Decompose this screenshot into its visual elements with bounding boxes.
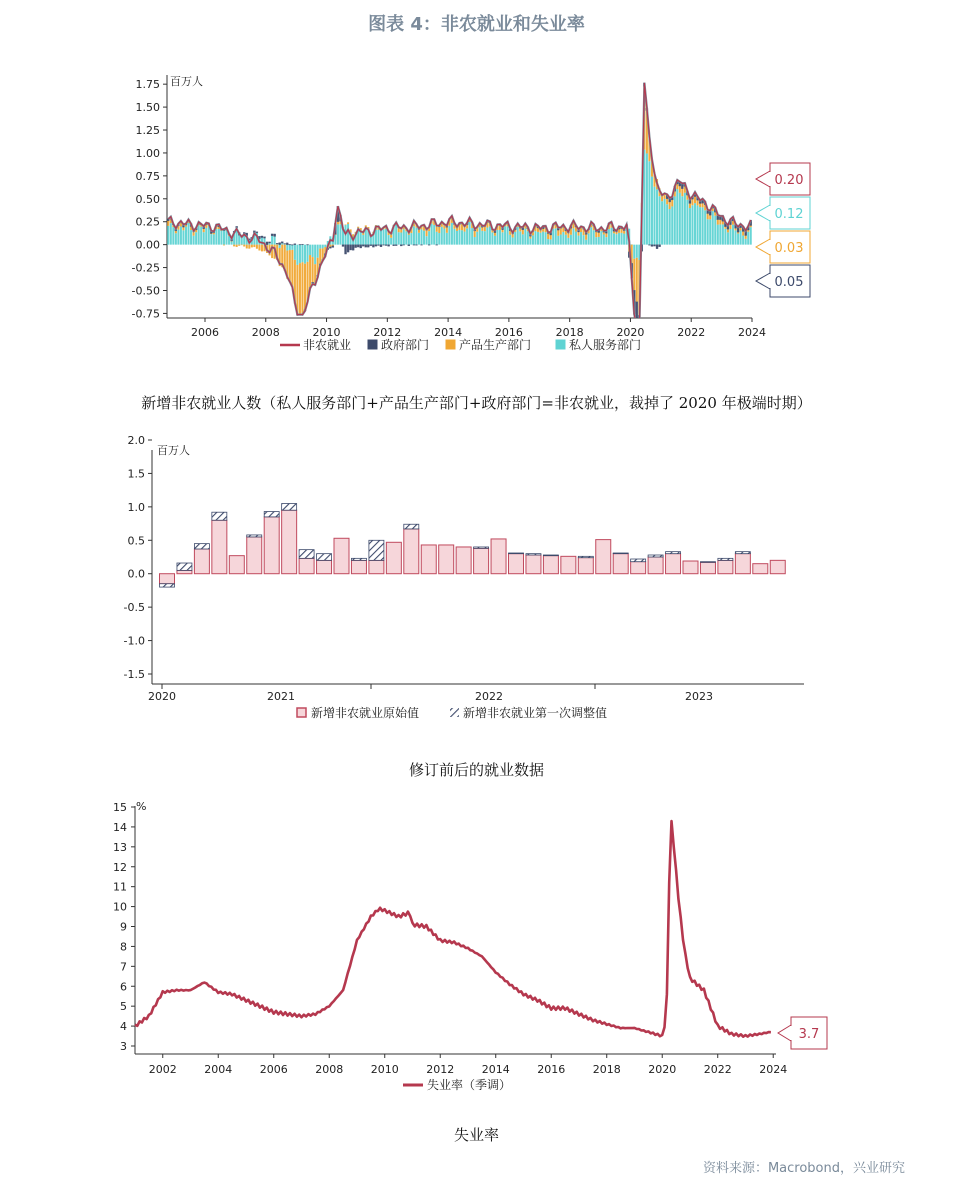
y-tick-label: 1.50 [135, 101, 160, 115]
y-tick-label: 2.0 [127, 434, 145, 447]
y-tick-label: 11 [113, 880, 127, 894]
x-tick-label: 2012 [426, 1063, 455, 1076]
legend-label: 政府部门 [381, 338, 430, 352]
x-tick-label: 2012 [373, 326, 402, 339]
y-tick-label: 14 [113, 820, 127, 834]
legend-label: 非农就业 [303, 338, 352, 352]
y-tick-label: -0.75 [131, 307, 160, 321]
x-tick-label: 2008 [251, 326, 280, 339]
y-tick-label: 1.25 [135, 124, 160, 138]
source-note: 资料来源：Macrobond，兴业研究 [702, 1161, 905, 1176]
unemployment-line [135, 821, 771, 1037]
x-tick-label: 2024 [738, 326, 766, 339]
x-tick-label: 2024 [759, 1063, 788, 1076]
y-tick-label: 0.50 [135, 192, 160, 206]
y-tick-label: 1.0 [127, 500, 145, 514]
y-tick-label: 12 [113, 860, 127, 874]
x-tick-label: 2004 [204, 1063, 233, 1076]
legend-label: 失业率（季调） [427, 1078, 512, 1092]
unit-label: 百万人 [157, 444, 190, 457]
x-tick-label: 2018 [592, 1063, 621, 1076]
x-tick-label: 2020 [148, 690, 176, 703]
y-tick-label: 1.75 [135, 78, 160, 92]
x-tick-label: 2022 [703, 1063, 732, 1076]
x-tick-label: 2016 [494, 326, 523, 339]
legend-label: 新增非农就业第一次调整值 [463, 706, 608, 720]
y-tick-label: 5 [120, 1000, 127, 1014]
x-tick-label: 2006 [190, 326, 219, 339]
x-tick-label: 2020 [616, 326, 645, 339]
x-tick-label: 2020 [648, 1063, 677, 1076]
x-tick-label: 2014 [481, 1063, 510, 1076]
x-tick-label: 2008 [315, 1063, 344, 1076]
y-tick-label: 9 [120, 920, 127, 934]
caption-revisions: 修订前后的就业数据 [408, 761, 544, 779]
x-tick-label: 2016 [537, 1063, 566, 1076]
y-tick-label: -0.5 [123, 601, 145, 615]
y-tick-label: 0.0 [127, 567, 145, 581]
callout-services: 0.12 [774, 207, 804, 222]
y-tick-label: -1.5 [123, 668, 145, 681]
unit-label: 百万人 [170, 75, 203, 88]
y-tick-label: 1.00 [135, 146, 160, 160]
y-tick-label: -1.0 [123, 634, 145, 648]
callout-gap [790, 1026, 792, 1040]
x-tick-label: 2022 [475, 690, 503, 703]
x-tick-label: 2006 [259, 1063, 288, 1076]
x-tick-label: 2010 [370, 1063, 399, 1076]
y-tick-label: 0.75 [135, 169, 160, 183]
y-tick-label: 3 [120, 1040, 127, 1053]
y-tick-label: 4 [120, 1020, 127, 1034]
y-tick-label: 13 [113, 840, 127, 854]
legend-label: 私人服务部门 [569, 338, 642, 352]
y-tick-label: 1.5 [127, 467, 145, 481]
y-tick-label: -0.25 [131, 261, 160, 275]
y-tick-label: 6 [120, 980, 127, 994]
x-tick-label: 2018 [555, 326, 584, 339]
unit-label: % [136, 800, 147, 813]
y-tick-label: 0.25 [135, 215, 160, 229]
x-tick-label: 2014 [434, 326, 463, 339]
caption-unemployment: 失业率 [453, 1126, 499, 1144]
figure-title: 图表 4：非农就业和失业率 [368, 14, 585, 35]
y-tick-label: 10 [113, 900, 127, 914]
y-tick-label: 0.5 [127, 534, 145, 548]
y-tick-label: 8 [120, 940, 127, 954]
x-tick-label: 2022 [677, 326, 706, 339]
y-tick-label: 7 [120, 960, 127, 974]
x-tick-label: 2021 [267, 690, 295, 703]
callout-unemployment: 3.7 [798, 1027, 820, 1042]
callout-pointer [778, 1025, 791, 1041]
x-tick-label: 2010 [312, 326, 341, 339]
callout-nonfarm: 0.20 [774, 173, 804, 188]
y-tick-label: 15 [113, 801, 127, 814]
caption-payrolls: 新增非农就业人数（私人服务部门+产品生产部门+政府部门=非农就业，裁掉了 2020 年极端时期） [141, 394, 812, 412]
legend-label: 新增非农就业原始值 [311, 706, 420, 720]
x-tick-label: 2002 [148, 1063, 177, 1076]
y-tick-label: 0.00 [135, 238, 160, 252]
legend-label: 产品生产部门 [459, 338, 532, 352]
callout-government: 0.05 [774, 275, 804, 290]
x-tick-label: 2023 [685, 690, 713, 703]
y-tick-label: -0.50 [131, 284, 160, 298]
callout-goods: 0.03 [774, 241, 804, 256]
